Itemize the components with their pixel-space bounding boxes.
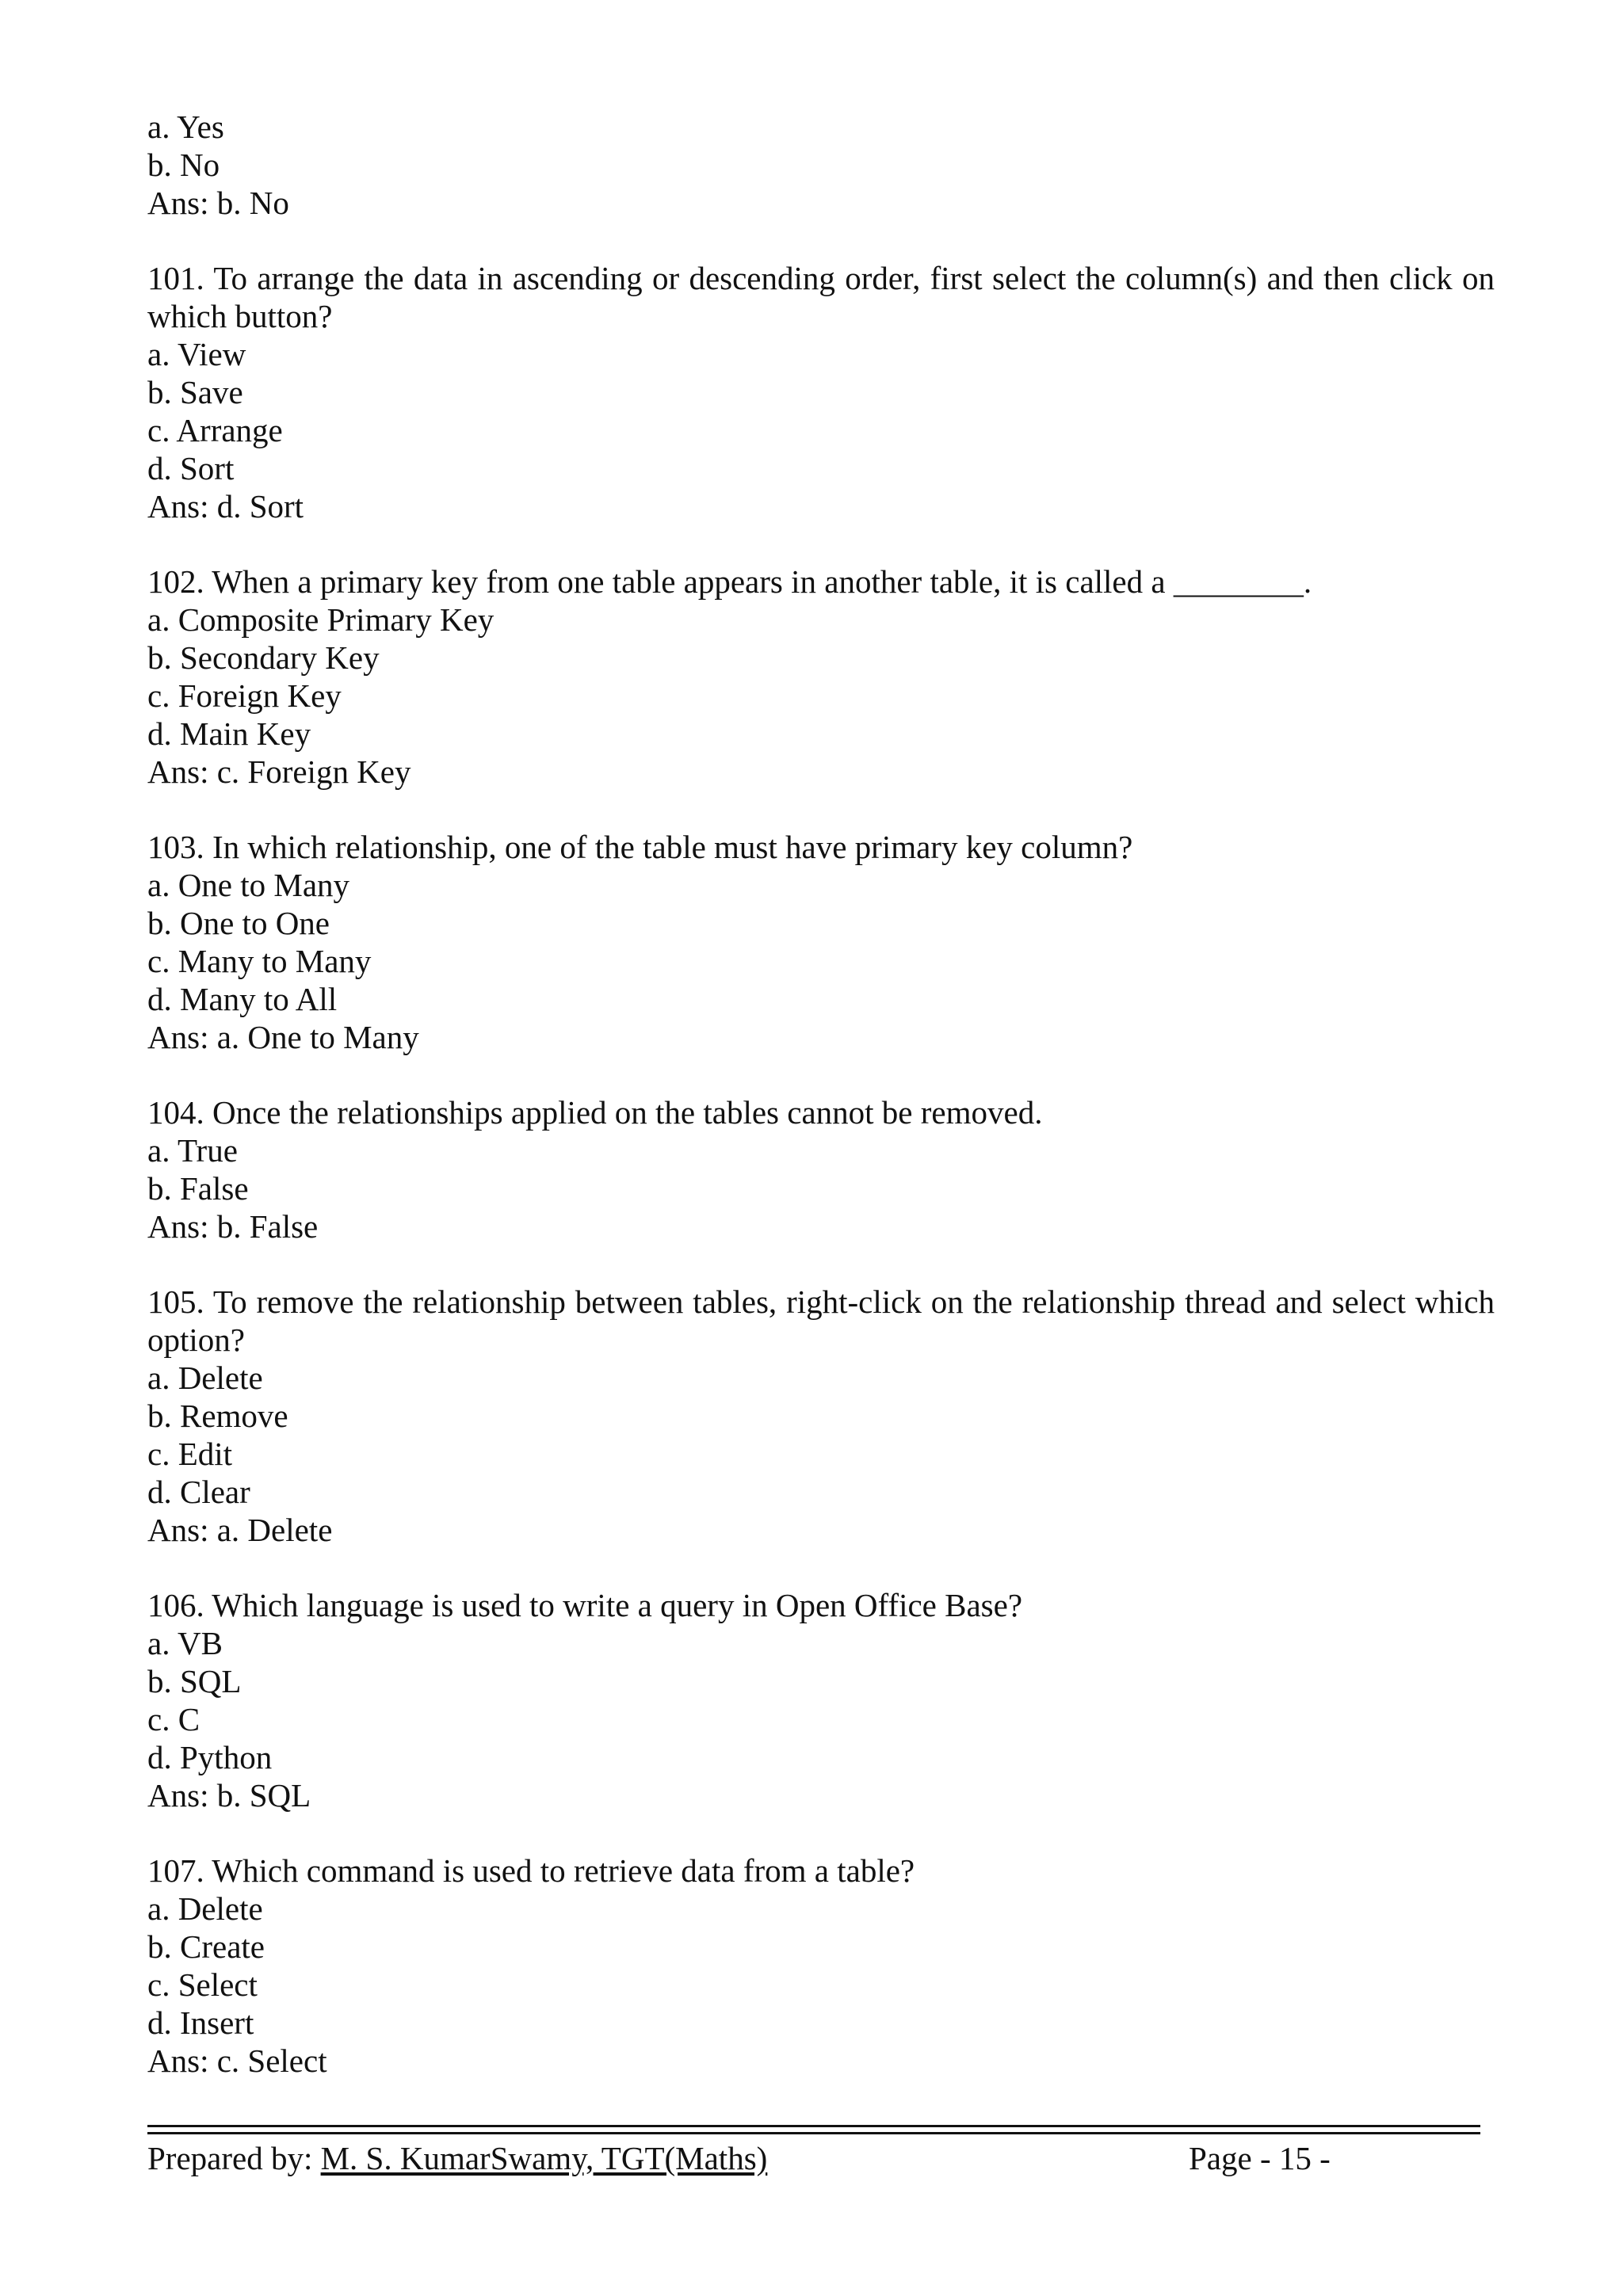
question-block-105 [147,1283,1503,1549]
question-text: 104. Once the relationships applied on the tables cannot be removed. [147,1094,1043,1131]
footer-divider-top [147,2125,1480,2127]
option: c. Arrange [147,412,283,448]
option: d. Main Key [147,715,311,752]
option: c. Edit [147,1436,233,1472]
option: b. SQL [147,1663,242,1699]
option: c. C [147,1701,200,1737]
option: a. Delete [147,1360,263,1396]
answer: Ans: a. One to Many [147,1019,419,1055]
answer: Ans: c. Select [147,2042,327,2079]
question-block-107 [147,1852,1495,2080]
option: a. One to Many [147,867,350,903]
option: b. One to One [147,905,330,941]
option: a. Yes [147,109,224,145]
option: b. No [147,147,220,183]
question-block-102 [147,563,1495,791]
option: b. Secondary Key [147,639,380,676]
question-text: 102. When a primary key from one table appears in another table, it is called a ________. [147,563,1312,600]
page-number: Page - 15 - [1189,2140,1331,2176]
footer-credit [147,2139,1336,2177]
answer: Ans: c. Foreign Key [147,753,411,790]
option: d. Many to All [147,981,338,1017]
question-block-101 [147,259,1503,525]
author-name: M. S. KumarSwamy, TGT(Maths) [320,2140,768,2176]
answer: Ans: b. SQL [147,1777,311,1814]
answer: Ans: a. Delete [147,1512,333,1548]
option: d. Clear [147,1474,250,1510]
option: b. Save [147,374,243,410]
question-text: 105. To remove the relationship between tables, right-click on the relationship thread and select which option? [147,1283,1503,1358]
option: b. Remove [147,1398,288,1434]
question-text: 106. Which language is used to write a query in Open Office Base? [147,1587,1023,1623]
question-block-104 [147,1093,1495,1245]
option: a. Delete [147,1890,263,1927]
option: c. Select [147,1966,258,2003]
answer: Ans: d. Sort [147,488,304,524]
footer-divider-bottom [147,2132,1480,2134]
answer: Ans: b. False [147,1208,319,1245]
option: a. True [147,1132,238,1169]
option: b. Create [147,1928,265,1965]
option: d. Insert [147,2004,254,2041]
question-block-103 [147,828,1495,1056]
option: b. False [147,1170,249,1207]
option: d. Sort [147,450,235,486]
question-block-106 [147,1586,1495,1814]
question-text: 101. To arrange the data in ascending or descending order, first select the column(s) and then click on which button? [147,260,1503,334]
answer: Ans: b. No [147,185,289,221]
option: d. Python [147,1739,273,1775]
option: c. Many to Many [147,943,372,979]
option: a. Composite Primary Key [147,601,495,638]
option: c. Foreign Key [147,677,342,714]
option: a. View [147,336,246,372]
intro-answer-block [147,108,1495,222]
document-body [147,108,1503,2117]
question-text: 103. In which relationship, one of the table must have primary key column? [147,829,1133,865]
option: a. VB [147,1625,223,1661]
prepared-by-label: Prepared by: [147,2140,321,2176]
question-text: 107. Which command is used to retrieve data from a table? [147,1852,915,1889]
